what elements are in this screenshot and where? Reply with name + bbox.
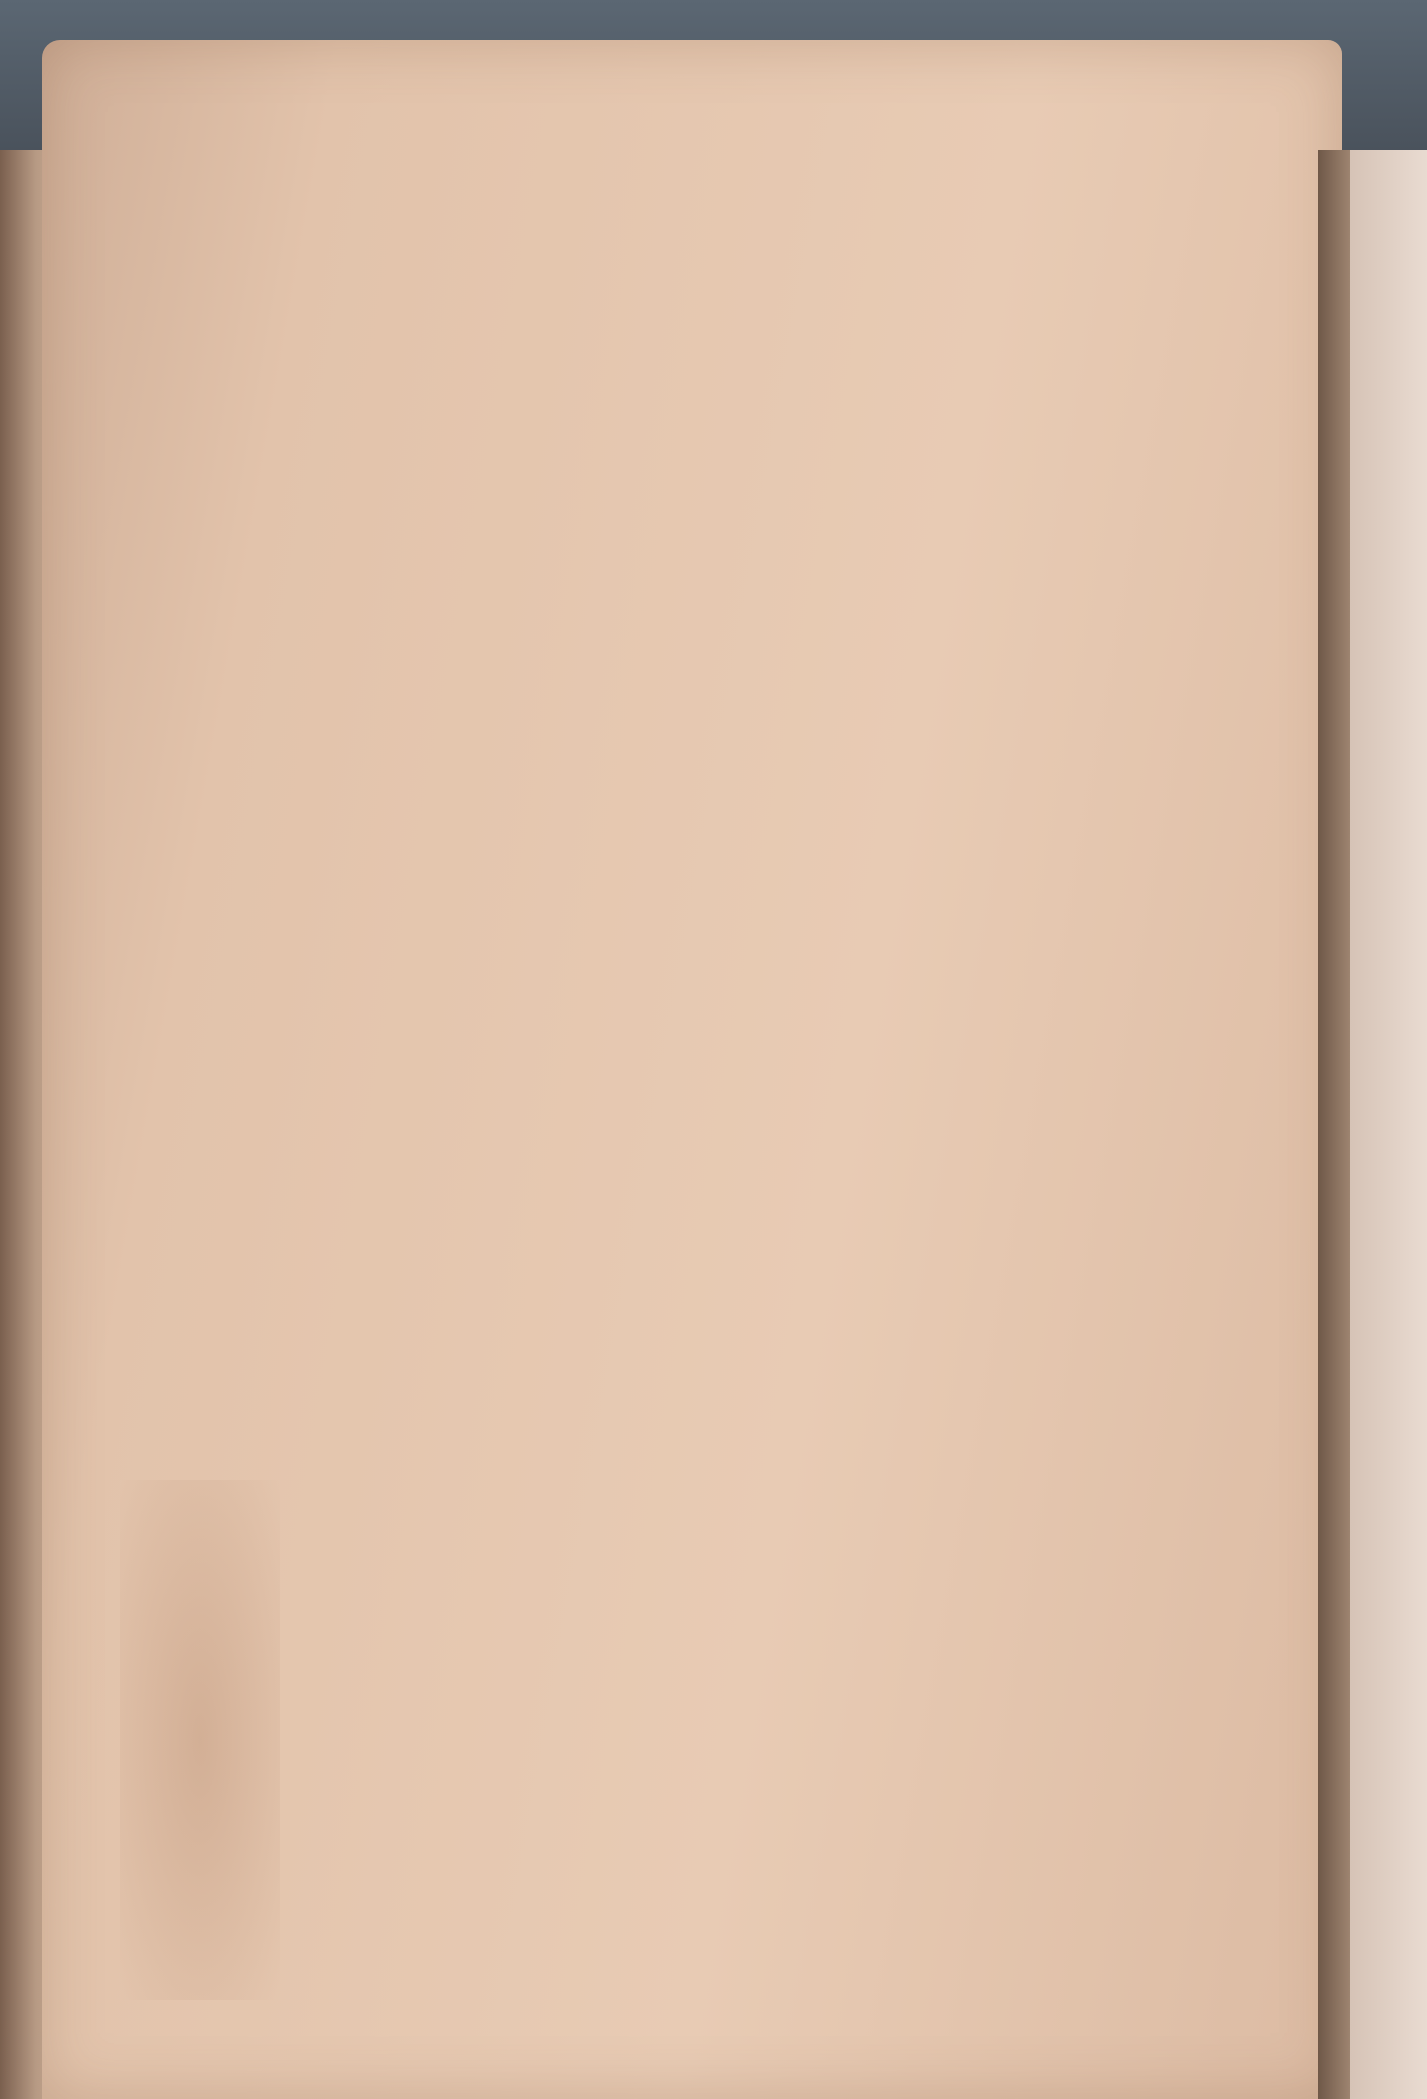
running-head [250,170,1150,240]
page-stain [120,1480,280,2000]
facing-page [1350,150,1427,2099]
